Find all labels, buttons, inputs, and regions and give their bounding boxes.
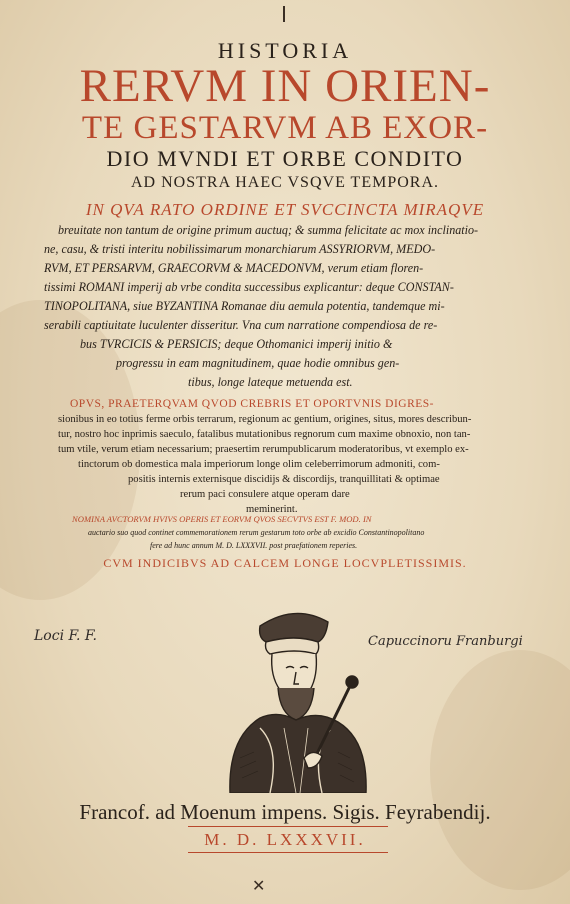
title-line-2: TE GESTARVM AB EXOR- (81, 110, 489, 146)
description-line: bus TVRCICIS & PERSICIS; deque Othomanici imperij initio & (80, 337, 393, 351)
handwritten-note-right: Capuccinoru Franburgi (368, 634, 523, 649)
description-line: tissimi ROMANI imperij ab vrbe condita successibus explicantur: deque CONSTAN- (44, 280, 454, 294)
publication-date: M. D. LXXXVII. (204, 830, 366, 849)
title-line-1: RERVM IN ORIEN- (79, 60, 491, 112)
description-heading: IN QVA RATO ORDINE ET SVCCINCTA MIRAQVE (85, 200, 485, 219)
description-line: RVM, ET PERSARVM, GRAECORVM & MACEDONVM, verum etiam floren- (44, 261, 424, 275)
description-line: ne, casu, & tristi interitu nobilissimarum monarchiarum ASSYRIORVM, MEDO- (44, 242, 436, 256)
description-line: progressu in eam magnitudinem, quae hodie omnibus gen- (116, 356, 400, 370)
opus-line: tinctorum ob domestica mala imperiorum longe olim celeberrimorum admoniti, com- (78, 459, 440, 470)
description-line: tibus, longe lateque metuenda est. (188, 375, 353, 389)
nomina-line: auctario suo quod continet commemorationem rerum gestarum toto orbe ab excidio Constantinopolitano (88, 528, 425, 537)
opus-line: tum vtile, verum etiam necessarium; praesertim rerumpublicarum moderatoribus, vt exemplo ex- (58, 444, 469, 455)
opus-line: rerum paci consulere atque operam dare (180, 489, 350, 500)
opus-line: sionibus in eo totius ferme orbis terrarum, regionum ac gentium, origines, situs, mores describun- (58, 414, 472, 425)
handwritten-note-left: Loci F. F. (34, 628, 97, 644)
ink-mark (283, 6, 285, 22)
nomina-line: fere ad hunc annum M. D. LXXXVII. post praefationem reperies. (150, 541, 358, 550)
opus-line: OPVS, PRAETERQVAM QVOD CREBRIS ET OPORTVNIS DIGRES- (70, 398, 434, 410)
description-line: TINOPOLITANA, siue BYZANTINA Romanae diu aemula potentia, tandemque mi- (44, 299, 445, 313)
imprint: Francof. ad Moenum impens. Sigis. Feyrabendij. (79, 800, 491, 824)
paper-stain (430, 650, 570, 890)
red-rule (188, 852, 388, 853)
description-line: serabili captiuitate luculenter disseritur. Vna cum narratione compendiosa de re- (44, 318, 438, 332)
indices-note: CVM INDICIBVS AD CALCEM LONGE LOCVPLETISSIMIS. (103, 556, 467, 570)
title-line-3: DIO MVNDI ET ORBE CONDITO (106, 146, 464, 171)
description-line: breuitate non tantum de origine primum auctuq; & summa felicitate ac mox inclinatio- (58, 223, 479, 237)
opus-line: tur, nostro hoc inprimis saeculo, fatalibus mutationibus regnorum cum maxime obnoxio, non tan- (58, 429, 471, 440)
red-rule (188, 826, 388, 827)
title-historia: HISTORIA (217, 38, 353, 63)
title-line-4: AD NOSTRA HAEC VSQVE TEMPORA. (131, 174, 439, 191)
opus-line: meminerint. (246, 504, 298, 515)
woodcut-portrait-illustration (200, 598, 390, 793)
opus-line: positis internis externisque discidijs & discordijs, tranquillitati & optimae (128, 474, 440, 485)
ink-mark-bottom: ✕ (252, 878, 266, 895)
nomina-line: NOMINA AVCTORVM HVIVS OPERIS ET EORVM QVOS SECVTVS EST F. MOD. IN (72, 514, 372, 524)
